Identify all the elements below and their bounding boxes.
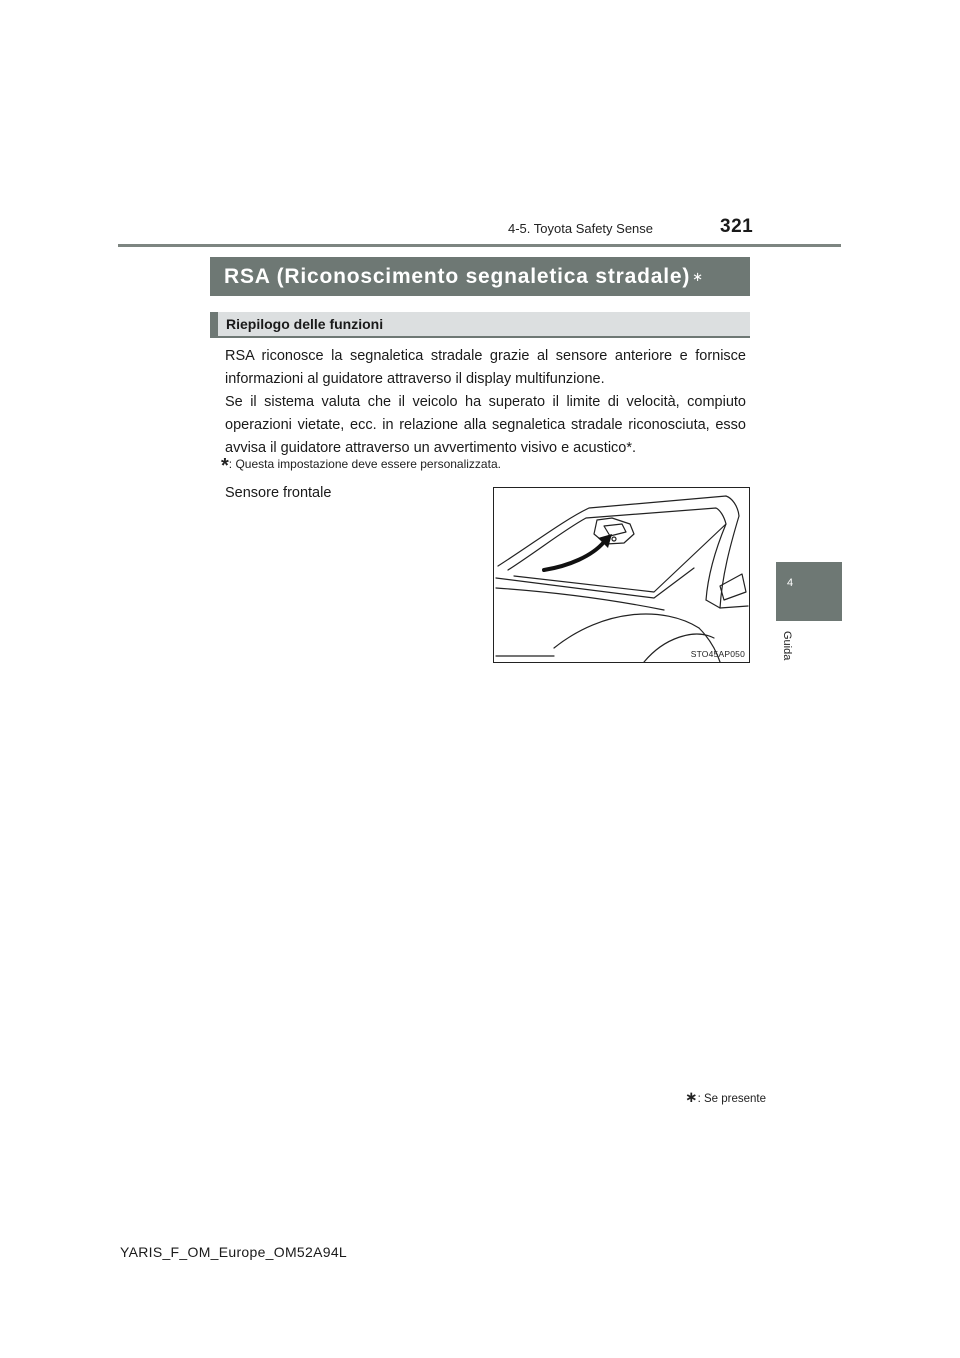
footnote-mark: ∗ [685,1089,698,1106]
subsection-bar [210,312,750,338]
chapter-label: Guida [781,631,793,661]
footnote [685,1088,766,1106]
page-number: 321 [720,216,754,237]
windshield-sensor-drawing [494,488,749,662]
front-sensor-illustration [493,487,750,663]
document-id: YARIS_F_OM_Europe_OM52A94L [120,1244,347,1260]
chapter-number: 4 [786,577,794,589]
body-paragraph-2: Se il sistema valuta che il veicolo ha superato il limite di velocità, compiuto operazioni vietate, ecc. in relazione alla segnaletica stradale riconosciuta, esso avvisa il guidatore attraverso un avvertimento visivo e acustico*. [225,394,746,456]
section-reference: 4-5. Toyota Safety Sense [508,221,654,236]
figure-id: STO45AP050 [690,649,745,659]
footnote-text: : Se presente [697,1093,766,1105]
section-title: RSA (Riconoscimento segnaletica stradale) [224,264,691,288]
optional-feature-mark: ∗ [692,268,704,284]
header-divider [118,244,841,247]
figure-caption: Sensore frontale [225,485,332,501]
note-asterisk: * [221,455,229,477]
chapter-tab [776,562,842,621]
customization-note [221,455,501,478]
subsection-title: Riepilogo delle funzioni [226,316,384,332]
body-paragraph-1: RSA riconosce la segnaletica stradale grazie al sensore anteriore e fornisce informazioni al guidatore attraverso il display multifunzione. [225,348,746,387]
note-text: : Questa impostazione deve essere personalizzata. [228,457,501,471]
section-title-bar [210,257,750,296]
